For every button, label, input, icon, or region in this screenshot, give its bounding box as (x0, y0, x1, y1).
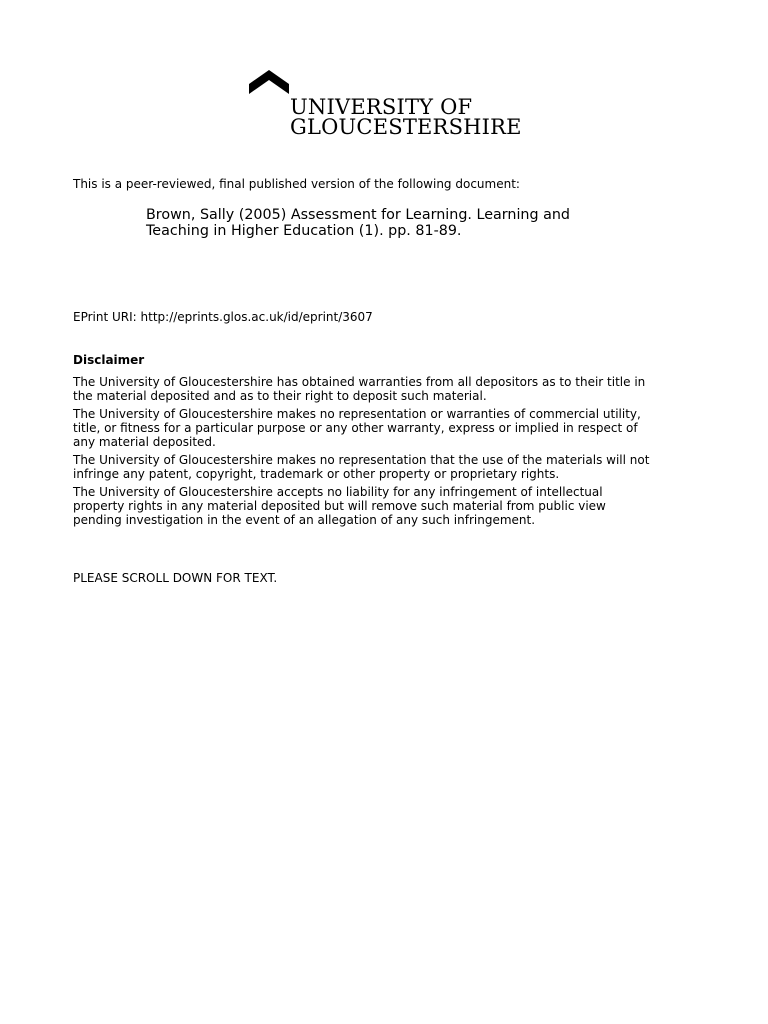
disclaimer-paragraph (73, 485, 713, 527)
disclaimer-section (73, 353, 713, 531)
citation (146, 207, 706, 239)
eprint-uri (73, 310, 373, 324)
scroll-down-note: PLEASE SCROLL DOWN FOR TEXT. (73, 571, 278, 585)
logo-line-1: UNIVERSITY OF (290, 95, 473, 119)
chevron-up-icon (249, 70, 289, 100)
eprint-label: EPrint URI: (73, 310, 137, 324)
intro-text: This is a peer-reviewed, final published version of the following document: (73, 177, 520, 191)
paragraph-line: pending investigation in the event of an allegation of any such infringement. (73, 513, 536, 527)
paragraph-line: title, or fitness for a particular purpose or any other warranty, express or implied in respect of (73, 421, 638, 435)
eprint-link[interactable]: http://eprints.glos.ac.uk/id/eprint/3607 (140, 310, 373, 324)
logo-wordmark (290, 97, 522, 137)
paragraph-line: any material deposited. (73, 435, 216, 449)
citation-line-2: Teaching in Higher Education (1). pp. 81-89. (146, 223, 462, 239)
disclaimer-heading: Disclaimer (73, 353, 145, 367)
university-logo (249, 70, 549, 140)
logo-line-2: GLOUCESTERSHIRE (290, 115, 522, 139)
disclaimer-paragraph (73, 375, 713, 403)
paragraph-line: property rights in any material deposited but will remove such material from public view (73, 499, 606, 513)
paragraph-line: infringe any patent, copyright, trademark or other property or proprietary rights. (73, 467, 560, 481)
paragraph-line: The University of Gloucestershire accepts no liability for any infringement of intellectual (73, 485, 603, 499)
paragraph-line: The University of Gloucestershire makes no representation or warranties of commercial utility, (73, 407, 641, 421)
paragraph-line: The University of Gloucestershire makes no representation that the use of the materials will not (73, 453, 650, 467)
citation-line-1: Brown, Sally (2005) Assessment for Learning. Learning and (146, 207, 571, 223)
paragraph-line: the material deposited and as to their right to deposit such material. (73, 389, 487, 403)
disclaimer-paragraph (73, 407, 713, 449)
disclaimer-paragraph (73, 453, 713, 481)
paragraph-line: The University of Gloucestershire has obtained warranties from all depositors as to their title in (73, 375, 646, 389)
